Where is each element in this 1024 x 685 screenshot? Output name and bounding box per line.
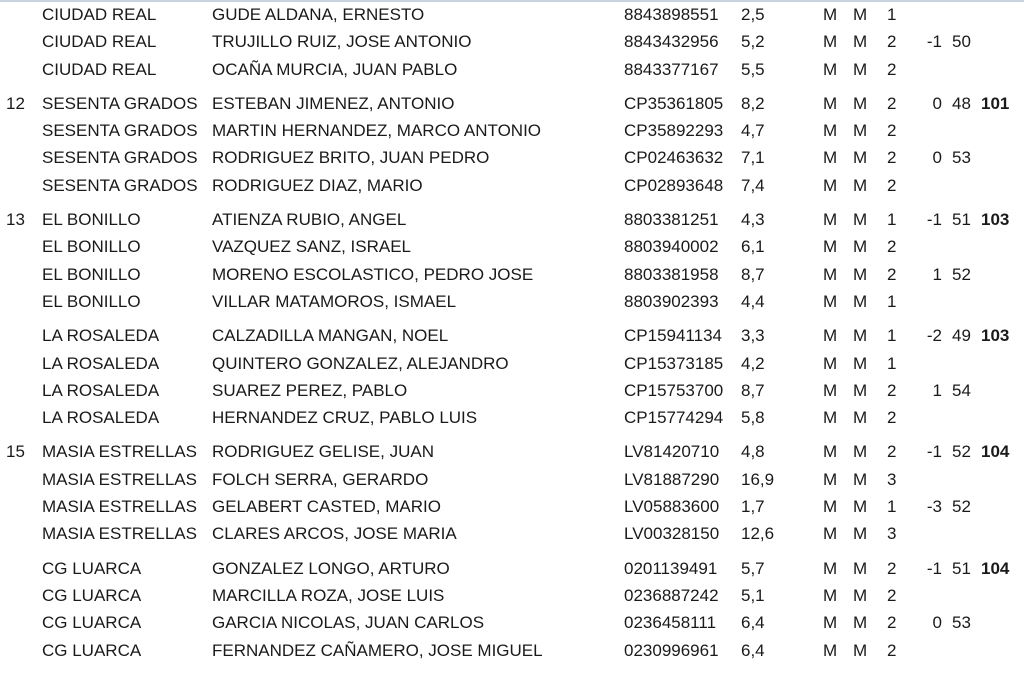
marker-2-cell: M — [853, 380, 868, 400]
player-name-cell: GARCIA NICOLAS, JUAN CARLOS — [212, 613, 485, 633]
category-cell: 1 — [887, 5, 897, 24]
handicap-cell: 7,1 — [741, 148, 765, 168]
table-row — [0, 261, 1024, 288]
club-cell: CG LUARCA — [42, 585, 142, 605]
table-row — [0, 1, 1024, 28]
table-row — [0, 56, 1024, 83]
marker-1-cell: M — [823, 613, 838, 633]
team-group — [0, 90, 1024, 199]
marker-1-cell: M — [823, 264, 838, 284]
license-cell: 0236887242 — [624, 585, 719, 605]
score-cell: 48 — [952, 93, 971, 113]
category-cell: 1 — [887, 326, 897, 346]
handicap-cell: 4,8 — [741, 442, 765, 462]
handicap-cell: 4,3 — [741, 210, 765, 230]
difference-cell: 1 — [932, 380, 942, 400]
handicap-cell: 8,2 — [741, 93, 765, 113]
marker-1-cell: M — [823, 585, 838, 605]
license-cell: LV00328150 — [624, 524, 720, 544]
player-name-cell: ESTEBAN JIMENEZ, ANTONIO — [212, 93, 455, 113]
category-cell: 2 — [887, 59, 897, 79]
club-cell: CG LUARCA — [42, 558, 142, 578]
license-cell: CP35892293 — [624, 121, 724, 141]
marker-1-cell: M — [823, 442, 838, 462]
marker-1-cell: M — [823, 93, 838, 113]
club-cell: SESENTA GRADOS — [42, 121, 198, 141]
license-cell: 8803902393 — [624, 291, 719, 311]
difference-cell: -1 — [926, 558, 942, 578]
handicap-cell: 8,7 — [741, 264, 765, 284]
position-cell: 15 — [6, 442, 25, 462]
handicap-cell: 4,2 — [741, 353, 765, 373]
club-cell: MASIA ESTRELLAS — [42, 497, 197, 517]
marker-1-cell: M — [823, 148, 838, 168]
player-name-cell: TRUJILLO RUIZ, JOSE ANTONIO — [212, 32, 472, 52]
category-cell: 3 — [887, 469, 897, 489]
category-cell: 2 — [887, 148, 897, 168]
category-cell: 2 — [887, 93, 897, 113]
license-cell: CP15753700 — [624, 380, 724, 400]
license-cell: LV81420710 — [624, 442, 720, 462]
club-cell: SESENTA GRADOS — [42, 175, 198, 195]
category-cell: 2 — [887, 585, 897, 605]
difference-cell: -3 — [926, 497, 942, 517]
category-cell: 2 — [887, 380, 897, 400]
club-cell: EL BONILLO — [42, 264, 141, 284]
player-name-cell: ATIENZA RUBIO, ANGEL — [212, 210, 407, 230]
club-cell: LA ROSALEDA — [42, 380, 160, 400]
marker-1-cell: M — [823, 497, 838, 517]
score-cell: 52 — [952, 497, 971, 517]
team-group — [0, 206, 1024, 315]
team-group — [0, 322, 1024, 431]
marker-2-cell: M — [853, 326, 868, 346]
difference-cell: -1 — [926, 442, 942, 462]
license-cell: CP02893648 — [624, 175, 724, 195]
table-row — [0, 582, 1024, 609]
difference-cell: 1 — [932, 264, 942, 284]
category-cell: 2 — [887, 264, 897, 284]
player-name-cell: RODRIGUEZ DIAZ, MARIO — [212, 175, 423, 195]
license-cell: 8843377167 — [624, 59, 719, 79]
handicap-cell: 6,1 — [741, 237, 765, 257]
score-cell: 53 — [952, 148, 971, 168]
team-total-cell: 103 — [981, 326, 1010, 346]
license-cell: CP15941134 — [624, 326, 722, 346]
score-cell: 52 — [952, 264, 971, 284]
team-total-cell: 104 — [981, 442, 1010, 462]
team-group — [0, 438, 1024, 547]
category-cell: 2 — [887, 640, 897, 660]
difference-cell: -1 — [926, 32, 942, 52]
marker-1-cell: M — [823, 237, 838, 257]
handicap-cell: 16,9 — [741, 469, 775, 489]
category-cell: 2 — [887, 442, 897, 462]
marker-2-cell: M — [853, 121, 868, 141]
club-cell: MASIA ESTRELLAS — [42, 469, 197, 489]
team-total-cell: 101 — [981, 93, 1010, 113]
table-row — [0, 520, 1024, 547]
handicap-cell: 5,2 — [741, 32, 765, 52]
table-row — [0, 609, 1024, 636]
license-cell: 8803381958 — [624, 264, 719, 284]
handicap-cell: 2,5 — [741, 5, 765, 24]
marker-2-cell: M — [853, 469, 868, 489]
club-cell: CIUDAD REAL — [42, 59, 157, 79]
table-row — [0, 466, 1024, 493]
handicap-cell: 1,7 — [741, 497, 765, 517]
handicap-cell: 5,7 — [741, 558, 765, 578]
marker-2-cell: M — [853, 442, 868, 462]
player-name-cell: CLARES ARCOS, JOSE MARIA — [212, 524, 457, 544]
table-row — [0, 637, 1024, 664]
marker-2-cell: M — [853, 558, 868, 578]
score-cell: 51 — [952, 210, 971, 230]
player-name-cell: SUAREZ PEREZ, PABLO — [212, 380, 408, 400]
score-cell: 53 — [952, 613, 971, 633]
player-name-cell: GUDE ALDANA, ERNESTO — [212, 5, 425, 24]
handicap-cell: 4,7 — [741, 121, 765, 141]
player-name-cell: RODRIGUEZ BRITO, JUAN PEDRO — [212, 148, 490, 168]
difference-cell: -1 — [926, 210, 942, 230]
score-cell: 49 — [952, 326, 971, 346]
category-cell: 2 — [887, 121, 897, 141]
team-total-cell: 104 — [981, 558, 1010, 578]
license-cell: LV05883600 — [624, 497, 720, 517]
marker-1-cell: M — [823, 408, 838, 428]
table-row — [0, 493, 1024, 520]
club-cell: SESENTA GRADOS — [42, 93, 198, 113]
marker-1-cell: M — [823, 32, 838, 52]
marker-2-cell: M — [853, 585, 868, 605]
player-name-cell: GONZALEZ LONGO, ARTURO — [212, 558, 450, 578]
club-cell: LA ROSALEDA — [42, 326, 160, 346]
marker-2-cell: M — [853, 5, 868, 24]
marker-2-cell: M — [853, 264, 868, 284]
marker-1-cell: M — [823, 558, 838, 578]
player-name-cell: OCAÑA MURCIA, JUAN PABLO — [212, 59, 458, 79]
score-cell: 52 — [952, 442, 971, 462]
marker-2-cell: M — [853, 175, 868, 195]
license-cell: CP15774294 — [624, 408, 724, 428]
club-cell: EL BONILLO — [42, 210, 141, 230]
score-cell: 50 — [952, 32, 971, 52]
marker-1-cell: M — [823, 175, 838, 195]
marker-1-cell: M — [823, 121, 838, 141]
handicap-cell: 6,4 — [741, 640, 765, 660]
player-name-cell: HERNANDEZ CRUZ, PABLO LUIS — [212, 408, 478, 428]
handicap-cell: 6,4 — [741, 613, 765, 633]
marker-2-cell: M — [853, 291, 868, 311]
table-row — [0, 206, 1024, 233]
license-cell: 8843432956 — [624, 32, 719, 52]
marker-1-cell: M — [823, 210, 838, 230]
player-name-cell: MARCILLA ROZA, JOSE LUIS — [212, 585, 445, 605]
table-row — [0, 288, 1024, 315]
category-cell: 1 — [887, 291, 897, 311]
team-total-cell: 103 — [981, 210, 1010, 230]
marker-1-cell: M — [823, 5, 838, 24]
handicap-cell: 4,4 — [741, 291, 765, 311]
table-row — [0, 350, 1024, 377]
marker-2-cell: M — [853, 497, 868, 517]
club-cell: CIUDAD REAL — [42, 32, 157, 52]
marker-2-cell: M — [853, 408, 868, 428]
position-cell: 13 — [6, 210, 25, 230]
table-row — [0, 377, 1024, 404]
score-cell: 54 — [952, 380, 971, 400]
category-cell: 3 — [887, 524, 897, 544]
table-row — [0, 90, 1024, 117]
team-group — [0, 555, 1024, 664]
license-cell: 0236458111 — [624, 613, 717, 633]
marker-1-cell: M — [823, 380, 838, 400]
marker-2-cell: M — [853, 148, 868, 168]
handicap-cell: 8,7 — [741, 380, 765, 400]
category-cell: 1 — [887, 210, 897, 230]
table-row — [0, 28, 1024, 55]
player-name-cell: RODRIGUEZ GELISE, JUAN — [212, 442, 434, 462]
handicap-cell: 3,3 — [741, 326, 765, 346]
difference-cell: -2 — [926, 326, 942, 346]
marker-2-cell: M — [853, 32, 868, 52]
handicap-cell: 5,5 — [741, 59, 765, 79]
license-cell: CP15373185 — [624, 353, 724, 373]
handicap-cell: 12,6 — [741, 524, 775, 544]
license-cell: 0230996961 — [624, 640, 719, 660]
handicap-cell: 5,8 — [741, 408, 765, 428]
category-cell: 1 — [887, 497, 897, 517]
club-cell: CG LUARCA — [42, 613, 142, 633]
score-cell: 51 — [952, 558, 971, 578]
player-name-cell: MORENO ESCOLASTICO, PEDRO JOSE — [212, 264, 534, 284]
table-row — [0, 404, 1024, 431]
marker-2-cell: M — [853, 210, 868, 230]
category-cell: 1 — [887, 353, 897, 373]
club-cell: MASIA ESTRELLAS — [42, 524, 197, 544]
table-row — [0, 117, 1024, 144]
license-cell: 0201139491 — [624, 558, 718, 578]
table-row — [0, 144, 1024, 171]
category-cell: 2 — [887, 175, 897, 195]
results-table — [0, 1, 1024, 671]
marker-1-cell: M — [823, 524, 838, 544]
marker-2-cell: M — [853, 640, 868, 660]
marker-2-cell: M — [853, 237, 868, 257]
license-cell: 8803381251 — [624, 210, 719, 230]
marker-2-cell: M — [853, 613, 868, 633]
category-cell: 2 — [887, 237, 897, 257]
license-cell: LV81887290 — [624, 469, 720, 489]
category-cell: 2 — [887, 408, 897, 428]
table-row — [0, 172, 1024, 199]
player-name-cell: VILLAR MATAMOROS, ISMAEL — [212, 291, 457, 311]
club-cell: SESENTA GRADOS — [42, 148, 198, 168]
license-cell: CP02463632 — [624, 148, 724, 168]
category-cell: 2 — [887, 32, 897, 52]
license-cell: 8843898551 — [624, 5, 719, 24]
club-cell: CIUDAD REAL — [42, 5, 157, 24]
club-cell: CG LUARCA — [42, 640, 142, 660]
marker-1-cell: M — [823, 59, 838, 79]
marker-2-cell: M — [853, 93, 868, 113]
marker-2-cell: M — [853, 353, 868, 373]
player-name-cell: GELABERT CASTED, MARIO — [212, 497, 441, 517]
difference-cell: 0 — [932, 613, 942, 633]
player-name-cell: CALZADILLA MANGAN, NOEL — [212, 326, 449, 346]
club-cell: MASIA ESTRELLAS — [42, 442, 197, 462]
table-row — [0, 233, 1024, 260]
marker-1-cell: M — [823, 640, 838, 660]
category-cell: 2 — [887, 613, 897, 633]
marker-1-cell: M — [823, 291, 838, 311]
table-row — [0, 438, 1024, 465]
marker-1-cell: M — [823, 469, 838, 489]
club-cell: EL BONILLO — [42, 291, 141, 311]
table-row — [0, 555, 1024, 582]
marker-1-cell: M — [823, 326, 838, 346]
club-cell: LA ROSALEDA — [42, 408, 160, 428]
player-name-cell: MARTIN HERNANDEZ, MARCO ANTONIO — [212, 121, 542, 141]
player-name-cell: QUINTERO GONZALEZ, ALEJANDRO — [212, 353, 509, 373]
player-name-cell: VAZQUEZ SANZ, ISRAEL — [212, 237, 412, 257]
player-name-cell: FOLCH SERRA, GERARDO — [212, 469, 429, 489]
handicap-cell: 5,1 — [741, 585, 765, 605]
difference-cell: 0 — [932, 93, 942, 113]
position-cell: 12 — [6, 93, 25, 113]
license-cell: 8803940002 — [624, 237, 719, 257]
club-cell: EL BONILLO — [42, 237, 141, 257]
difference-cell: 0 — [932, 148, 942, 168]
club-cell: LA ROSALEDA — [42, 353, 160, 373]
category-cell: 2 — [887, 558, 897, 578]
player-name-cell: FERNANDEZ CAÑAMERO, JOSE MIGUEL — [212, 640, 543, 660]
marker-2-cell: M — [853, 524, 868, 544]
table-row — [0, 322, 1024, 349]
marker-1-cell: M — [823, 353, 838, 373]
handicap-cell: 7,4 — [741, 175, 765, 195]
team-group — [0, 1, 1024, 83]
marker-2-cell: M — [853, 59, 868, 79]
license-cell: CP35361805 — [624, 93, 724, 113]
